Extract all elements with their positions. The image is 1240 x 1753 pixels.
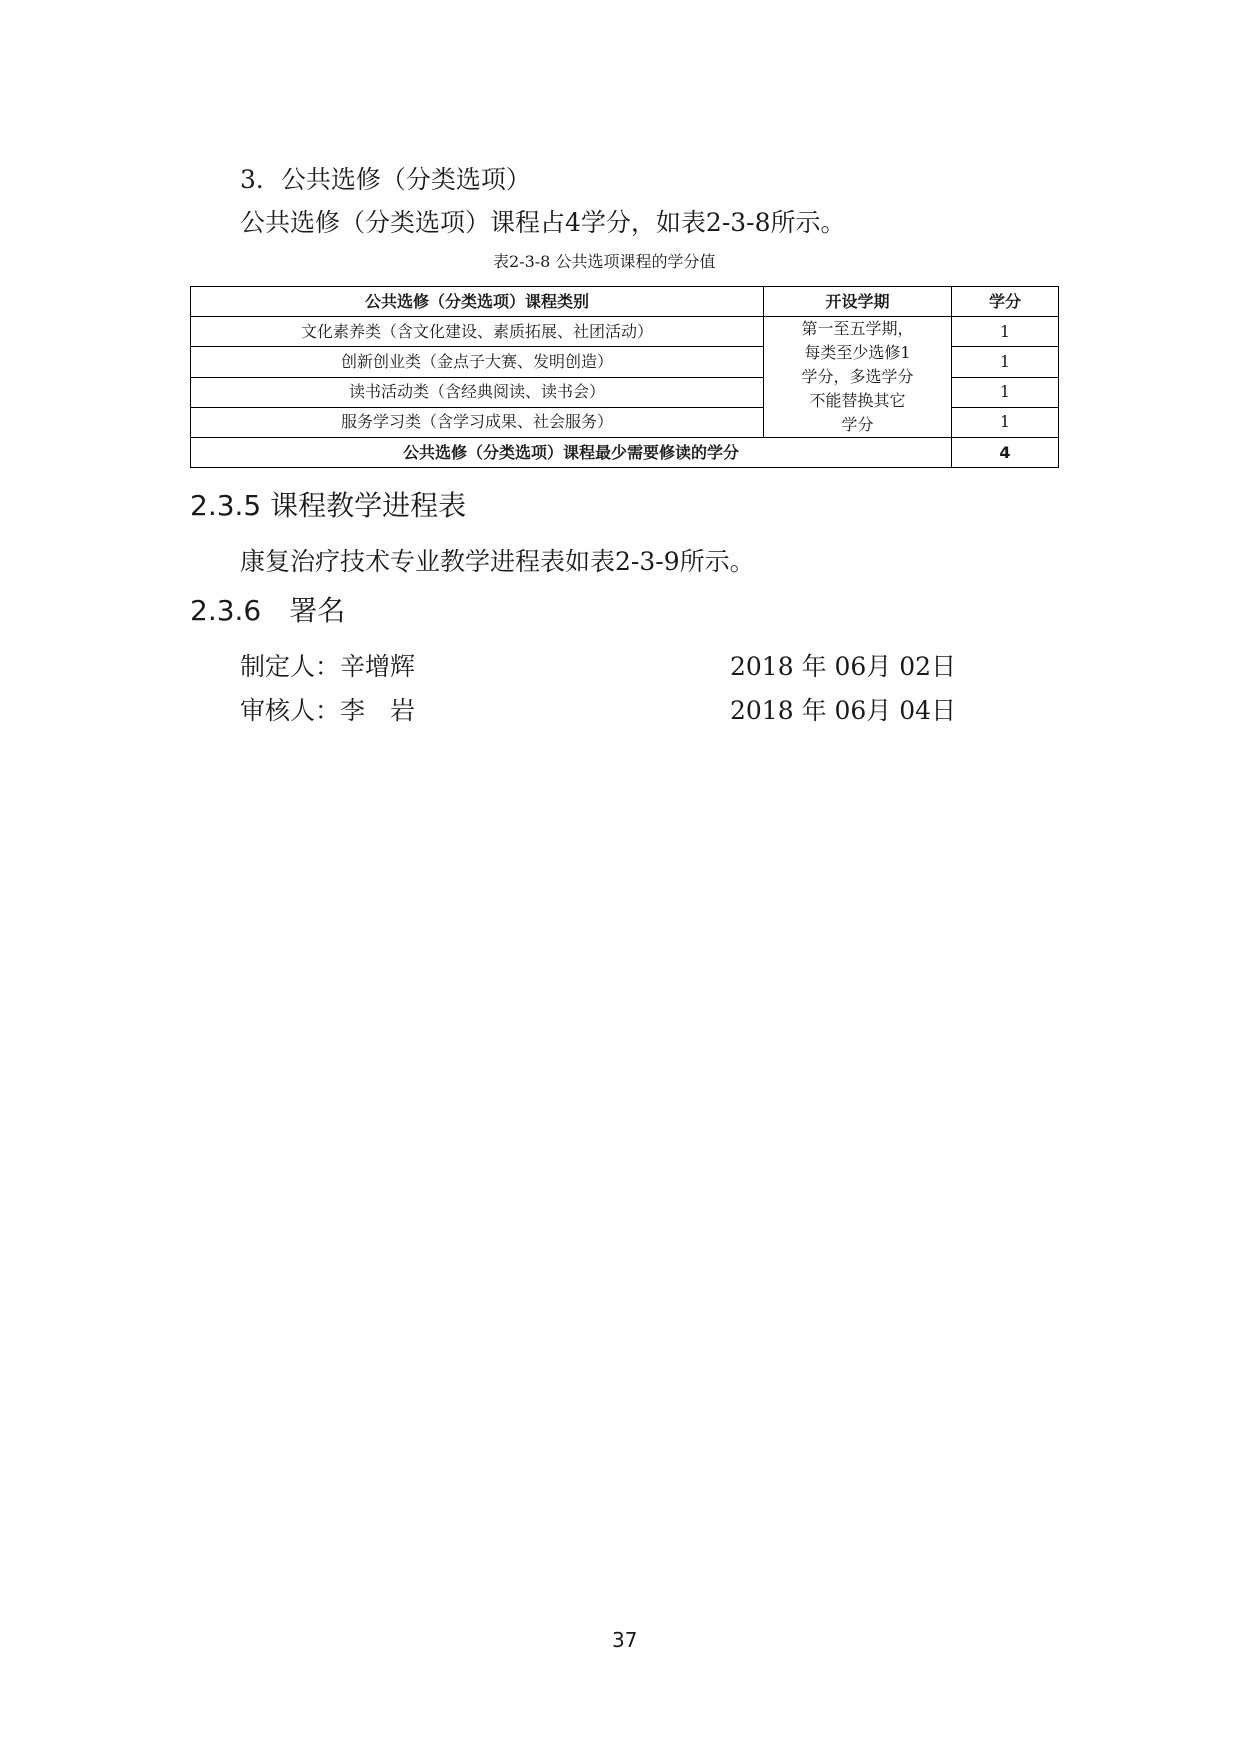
semester-line: 不能替换其它	[809, 391, 906, 410]
heading-2-3-5: 2.3.5 课程教学进程表	[190, 489, 467, 522]
semester-merged-cell	[764, 317, 952, 438]
header-credit: 学分	[952, 287, 1059, 317]
semester-line: 学分	[841, 415, 874, 434]
row-category: 读书活动类（含经典阅读、读书会）	[191, 377, 764, 407]
table-header-row	[191, 287, 1059, 317]
total-value: 4	[952, 438, 1059, 468]
table-caption: 表2-3-8 公共选项课程的学分值	[493, 252, 716, 271]
total-label: 公共选修（分类选项）课程最少需要修读的学分	[191, 438, 952, 468]
row-category: 文化素养类（含文化建设、素质拓展、社团活动）	[191, 317, 764, 347]
row-category: 创新创业类（金点子大赛、发明创造）	[191, 347, 764, 377]
credits-table	[190, 286, 1059, 468]
row-credit: 1	[952, 317, 1059, 347]
semester-line: 学分，多选学分	[801, 367, 914, 386]
section-2-3-5-body: 康复治疗技术专业教学进程表如表2-3-9所示。	[240, 547, 755, 576]
signature-author-date: 2018 年 06月 02日	[730, 652, 957, 681]
signature-reviewer-label: 审核人：李 岩	[240, 696, 416, 725]
semester-line: 每类至少选修1	[804, 343, 911, 362]
semester-line: 第一至五学期，	[801, 319, 914, 338]
header-category: 公共选修（分类选项）课程类别	[191, 287, 764, 317]
signature-author-label: 制定人：辛增辉	[240, 652, 416, 681]
page-number: 37	[612, 1628, 638, 1652]
row-credit: 1	[952, 407, 1059, 437]
table-total-row	[191, 438, 1059, 468]
row-credit: 1	[952, 347, 1059, 377]
row-category: 服务学习类（含学习成果、社会服务）	[191, 407, 764, 437]
heading-2-3-6: 2.3.6 署名	[190, 594, 346, 627]
section-3-title: 3．公共选修（分类选项）	[240, 165, 531, 194]
signature-reviewer-date: 2018 年 06月 04日	[730, 696, 957, 725]
table-row	[191, 317, 1059, 347]
section-3-body: 公共选修（分类选项）课程占4学分，如表2-3-8所示。	[240, 208, 846, 237]
row-credit: 1	[952, 377, 1059, 407]
header-semester: 开设学期	[764, 287, 952, 317]
